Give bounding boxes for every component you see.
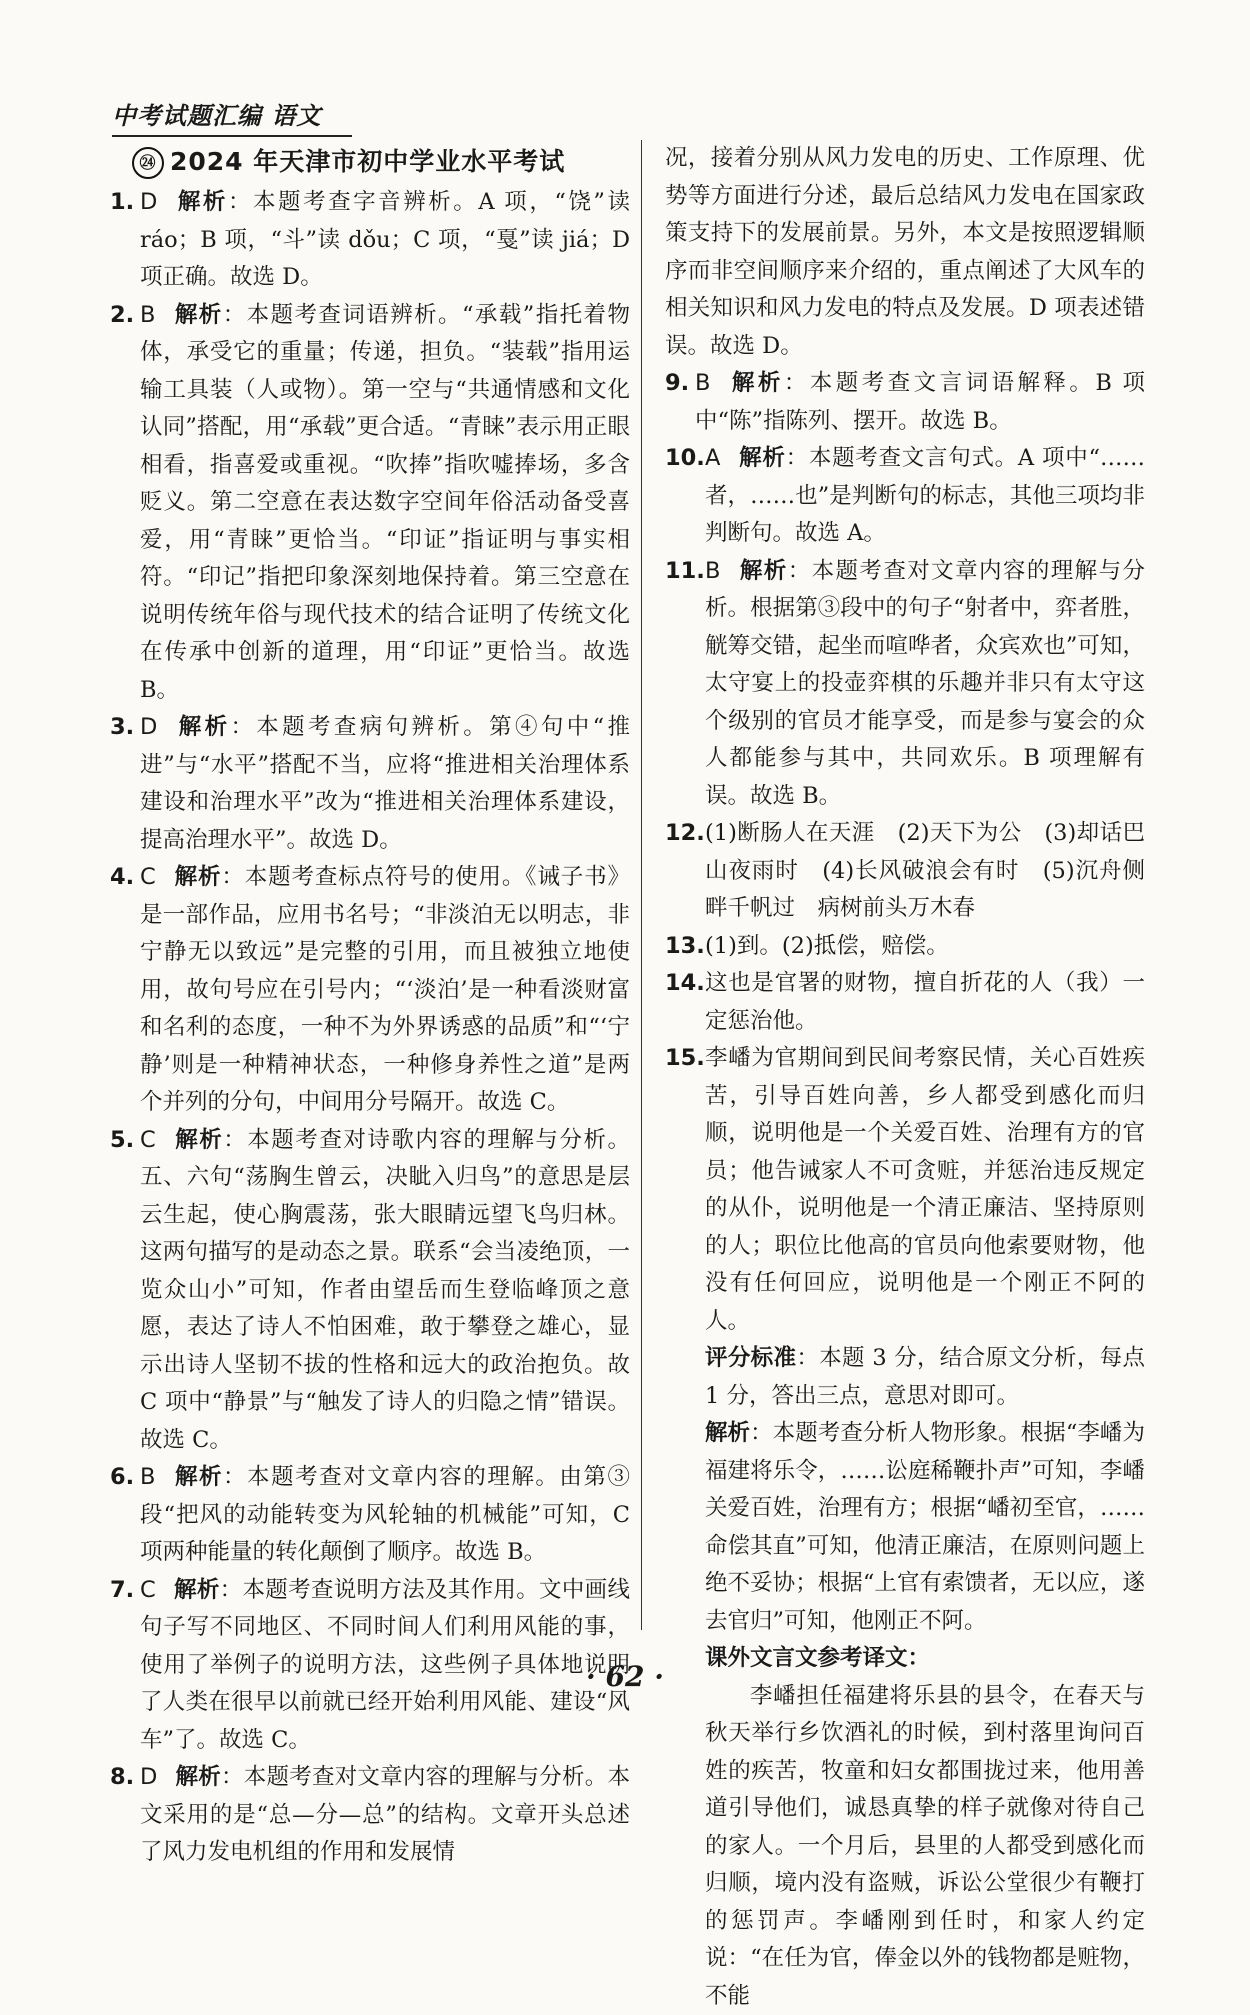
question-number: 2. (110, 297, 134, 335)
left-column (110, 140, 630, 1633)
analysis-text: ：本题考查词语辨析。“承载”指托着物体，承受它的重量；传递，担负。“装载”指用运输工具装（人或物）。第一空与“共通情感和文化认同”搭配，用“承载”更合适。“青睐”表示用正眼相看，指喜爱或重视。“吹捧”指吹嘘捧场，多含贬义。第二空意在表达数字空间年俗活动备受喜爱，用“青睐”更恰当。“印证”指证明与事实相符。“印记”指把印象深刻地保持着。第三空意在说明传统年俗与现代技术的结合证明了传统文化在传承中创新的道理，用“印证”更恰当。故选 B。 (140, 302, 630, 703)
answer-choice: D (140, 189, 157, 215)
answer-item-13 (665, 928, 1145, 966)
question-number: 12. (665, 815, 705, 853)
question-number: 13. (665, 928, 705, 966)
answer-choice: A (705, 445, 720, 471)
answer-item (665, 553, 1145, 816)
column-divider (641, 140, 642, 1630)
translation-title: 课外文言文参考译文： (665, 1640, 1145, 1678)
item-8-continued: 况，接着分别从风力发电的历史、工作原理、优势等方面进行分述，最后总结风力发电在国家政策支持下的发展前景。另外，本文是按照逻辑顺序而非空间顺序来介绍的，重点阐述了大风车的相关知识和风力发电的特点及发展。D 项表述错误。故选 D。 (665, 140, 1145, 365)
analysis-text: ：本题考查字音辨析。A 项，“饶”读 ráo；B 项，“斗”读 dǒu；C 项，“戛”读 jiá；D 项正确。故选 D。 (140, 189, 630, 290)
answer-choice: B (705, 558, 720, 584)
analysis-text: ：本题考查标点符号的使用。《诫子书》是一部作品，应用书名号；“非淡泊无以明志，非宁静无以致远”是完整的引用，而且被独立地使用，故句号应在引号内；“‘淡泊’是一种看淡财富和名利的态度，一种不为外界诱惑的品质”和“‘宁静’则是一种精神状态，一种修身养性之道”是两个并列的分句，中间用分号隔开。故选 C。 (140, 864, 630, 1115)
answer-item (110, 1122, 630, 1460)
page-number: · 62 · (0, 1660, 1250, 1693)
answer-item (665, 365, 1145, 440)
right-column (665, 140, 1145, 1633)
question-number: 5. (110, 1122, 134, 1160)
answer-text: 李嶓为官期间到民间考察民情，关心百姓疾苦，引导百姓向善，乡人都受到感化而归顺，说明他是一个关爱百姓、治理有方的官员；他告诫家人不可贪赃，并惩治违反规定的从仆，说明他是一个清正廉洁、坚持原则的人；职位比他高的官员向他索要财物，他没有任何回应，说明他是一个刚正不阿的人。 (705, 1045, 1145, 1334)
analysis-text: ：本题考查分析人物形象。根据“李嶓为福建将乐令，……讼庭稀鞭扑声”可知，李嶓关爱百姓，治理有方；根据“嶓初至官，……命偿其直”可知，他清正廉洁，在原则问题上绝不妥协；根据“上官有索馈者，无以应，遂去官归”可知，他刚正不阿。 (705, 1420, 1145, 1634)
question-number: 8. (110, 1759, 134, 1797)
question-number: 1. (110, 184, 134, 222)
analysis-text: ：本题考查对诗歌内容的理解与分析。五、六句“荡胸生曾云，决眦入归鸟”的意思是层云生起，使心胸震荡，张大眼睛远望飞鸟归林。这两句描写的是动态之景。联系“会当凌绝顶，一览众山小”可知，作者由望岳而生登临峰顶之意愿，表达了诗人不怕困难，敢于攀登之雄心，显示出诗人坚韧不拔的性格和远大的政治抱负。故 C 项中“静景”与“触发了诗人的归隐之情”错误。故选 C。 (140, 1127, 630, 1453)
answer-text: (1)到。(2)抵偿，赔偿。 (705, 933, 949, 959)
scoring-text: ：本题 3 分，结合原文分析，每点 1 分，答出三点，意思对即可。 (705, 1345, 1145, 1409)
answer-text: 这也是官署的财物，擅自折花的人（我）一定惩治他。 (705, 970, 1145, 1034)
analysis-text: ：本题考查说明方法及其作用。文中画线句子写不同地区、不同时间人们利用风能的事，使用了举例子的说明方法，这些例子具体地说明了人类在很早以前就已经开始利用风能、建设“风车”了。故选 C。 (140, 1577, 630, 1753)
question-number: 11. (665, 553, 705, 591)
answer-item (665, 440, 1145, 553)
question-number: 14. (665, 965, 705, 1003)
analysis-text: ：本题考查对文章内容的理解。由第③段“把风的动能转变为风轮轴的机械能”可知，C 项两种能量的转化颠倒了顺序。故选 B。 (140, 1464, 630, 1565)
answer-choice: C (140, 864, 156, 890)
analysis-label: 解析 (175, 714, 230, 740)
scoring-criteria (665, 1340, 1145, 1415)
answer-choice: B (695, 370, 710, 396)
answer-item (110, 184, 630, 297)
answer-choice: B (140, 302, 155, 328)
answer-choice: B (140, 1464, 155, 1490)
question-number: 4. (110, 859, 134, 897)
answer-item-12 (665, 815, 1145, 928)
analysis-label: 解析 (175, 189, 228, 215)
analysis-label: 解析 (174, 864, 222, 890)
running-header: 中考试题汇编 语文 (112, 96, 352, 137)
analysis-text: ：本题考查对文章内容的理解与分析。本文采用的是“总—分—总”的结构。文章开头总述了风力发电机组的作用和发展情 (140, 1764, 630, 1865)
exam-title (132, 140, 630, 184)
analysis-label: 解析 (738, 445, 785, 471)
analysis-label: 解析 (728, 370, 783, 396)
answer-choice: D (140, 1764, 157, 1790)
analysis-15 (665, 1415, 1145, 1640)
answer-item (110, 297, 630, 710)
analysis-label: 解析 (173, 302, 222, 328)
question-number: 6. (110, 1459, 134, 1497)
answer-choice: C (140, 1577, 156, 1603)
analysis-label: 解析 (173, 1464, 223, 1490)
analysis-label: 解析 (174, 1577, 220, 1603)
analysis-label: 解析 (174, 1127, 224, 1153)
section-number-badge: ㉔ (132, 147, 164, 179)
question-number: 7. (110, 1572, 134, 1610)
analysis-label: 解析 (738, 558, 787, 584)
answer-list-right (665, 365, 1145, 815)
answer-item (110, 1759, 630, 1872)
answer-choice: D (140, 714, 157, 740)
question-number: 3. (110, 709, 134, 747)
exam-title-text: 2024 年天津市初中学业水平考试 (170, 147, 565, 176)
question-number: 15. (665, 1040, 705, 1078)
analysis-text: ：本题考查病句辨析。第④句中“推进”与“水平”搭配不当，应将“推进相关治理体系建设和治理水平”改为“推进相关治理体系建设，提高治理水平”。故选 D。 (140, 714, 630, 853)
answer-item (110, 859, 630, 1122)
analysis-label: 解析 (705, 1420, 750, 1446)
analysis-text: ：本题考查文言词语解释。B 项中“陈”指陈列、摆开。故选 B。 (695, 370, 1145, 434)
answer-list-left (110, 184, 630, 1872)
answer-item (110, 1459, 630, 1572)
scoring-label: 评分标准 (705, 1345, 796, 1371)
answer-text: (1)断肠人在天涯 (2)天下为公 (3)却话巴山夜雨时 (4)长风破浪会有时 (5)沉舟侧畔千帆过 病树前头万木春 (705, 820, 1145, 921)
question-number: 9. (665, 365, 689, 403)
answer-item-14 (665, 965, 1145, 1040)
translation-text: 李嶓担任福建将乐县的县令，在春天与秋天举行乡饮酒礼的时候，到村落里询问百姓的疾苦，牧童和妇女都围拢过来，他用善道引导他们，诚恳真挚的样子就像对待自己的家人。一个月后，县里的人都受到感化而归顺，境内没有盗贼，诉讼公堂很少有鞭打的惩罚声。李嶓刚到任时，和家人约定说：“在任为官，俸金以外的钱物都是赃物，不能 (665, 1678, 1145, 2015)
analysis-label: 解析 (175, 1764, 221, 1790)
answer-item (110, 709, 630, 859)
analysis-text: ：本题考查文言句式。A 项中“……者，……也”是判断句的标志，其他三项均非判断句。故选 A。 (705, 445, 1145, 546)
answer-choice: C (140, 1127, 156, 1153)
analysis-text: ：本题考查对文章内容的理解与分析。根据第③段中的句子“射者中，弈者胜，觥筹交错，起坐而喧哗者，众宾欢也”可知，太守宴上的投壶弈棋的乐趣并非只有太守这个级别的官员才能享受，而是参与宴会的众人都能参与其中，共同欢乐。B 项理解有误。故选 B。 (705, 558, 1145, 809)
question-number: 10. (665, 440, 705, 478)
answer-item-15 (665, 1040, 1145, 1340)
